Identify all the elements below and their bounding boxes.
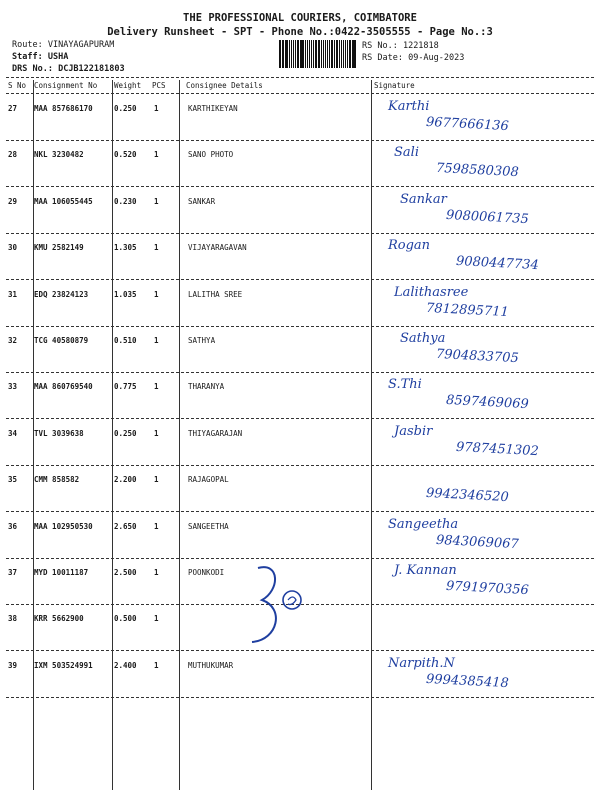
header-top-rule (6, 77, 594, 78)
pieces: 1 (154, 521, 159, 531)
serial-number: 31 (8, 289, 18, 299)
pieces: 1 (154, 196, 159, 206)
consignment-number: TVL 3039638 (34, 428, 84, 438)
col-pcs: PCS (152, 81, 166, 90)
weight: 2.500 (114, 568, 137, 577)
signature-phone: 7904833705 (435, 346, 520, 367)
drs-value: DCJB122181803 (58, 64, 125, 74)
rs-date-label: RS Date: (362, 53, 403, 63)
consignment-number: MAA 860769540 (34, 382, 93, 392)
pieces: 1 (154, 150, 159, 160)
signature-name: Karthi (388, 99, 430, 114)
signature-phone: 9677666136 (425, 114, 510, 135)
weight: 0.510 (114, 336, 137, 345)
table-row (6, 373, 594, 419)
consignee-name: KARTHIKEYAN (188, 104, 238, 113)
serial-number: 28 (8, 150, 18, 160)
weight: 0.230 (114, 196, 137, 206)
bracket-scribble (240, 560, 320, 650)
consignment-number: EDQ 23824123 (34, 289, 89, 299)
serial-number: 29 (8, 196, 18, 206)
consignee-name: THIYAGARAJAN (188, 428, 243, 438)
consignment-number: CMM 858582 (34, 475, 80, 485)
weight: 1.305 (114, 243, 137, 253)
signature-name: Sankar (400, 191, 447, 207)
table-row (6, 188, 594, 234)
weight: 1.035 (114, 289, 137, 299)
serial-number: 27 (8, 104, 18, 113)
consignee-name: MUTHUKUMAR (188, 660, 234, 670)
row-divider (6, 697, 594, 698)
weight: 2.400 (114, 660, 137, 670)
table-row (6, 95, 594, 141)
signature-name: Sangeetha (388, 516, 459, 532)
signature-phone: 9080447734 (455, 254, 540, 274)
consignment-number: TCG 40580879 (34, 336, 89, 345)
signature-phone: 9843069067 (435, 532, 520, 552)
table-row (6, 420, 594, 466)
pieces: 1 (154, 382, 159, 392)
weight: 2.200 (114, 475, 137, 485)
serial-number: 36 (8, 521, 18, 531)
rs-no-label: RS No.: (362, 41, 398, 51)
weight: 0.775 (114, 382, 137, 392)
consignee-name: SANGEETHA (188, 521, 229, 531)
route-line (12, 40, 114, 50)
serial-number: 32 (8, 336, 18, 345)
staff-label: Staff: (12, 52, 43, 62)
pieces: 1 (154, 289, 159, 299)
signature-name: Lalithasree (394, 284, 469, 300)
signature-phone: 9787451302 (455, 439, 540, 459)
col-weight: Weight (114, 81, 142, 90)
consignment-number: IXM 503524991 (34, 660, 93, 670)
col-consignment: Consignment No (34, 81, 98, 90)
signature-name: Sathya (400, 331, 446, 346)
weight: 0.250 (114, 428, 137, 438)
serial-number: 33 (8, 382, 18, 392)
signature-phone: 9942346520 (425, 486, 510, 506)
table-row (6, 141, 594, 187)
rs-no-value: 1221818 (402, 41, 439, 51)
pieces: 1 (154, 428, 159, 438)
consignee-name: THARANYA (188, 382, 225, 392)
weight: 2.650 (114, 521, 137, 531)
serial-number: 38 (8, 614, 18, 624)
rs-no-line (362, 41, 439, 51)
signature-name: Narpith.N (388, 655, 455, 671)
col-consignee: Consignee Details (186, 81, 263, 90)
staff-line (12, 52, 68, 62)
staff-value: USHA (47, 52, 69, 62)
signature-phone: 7598580308 (435, 161, 520, 181)
consignment-number: NKL 3230482 (34, 150, 84, 160)
consignment-number: MAA 102950530 (34, 521, 93, 531)
header-bottom-rule (6, 93, 594, 94)
signature-name: Rogan (388, 238, 431, 254)
signature-name: Jasbir (394, 423, 433, 439)
col-sno: S No (8, 81, 27, 90)
table-row (6, 513, 594, 559)
serial-number: 30 (8, 243, 18, 253)
signature-phone: 9080061735 (445, 207, 530, 227)
signature-name: S.Thi (388, 377, 422, 393)
table-row (6, 281, 594, 327)
consignment-number: KRR 5662900 (34, 614, 84, 624)
table-row (6, 466, 594, 512)
pieces: 1 (154, 243, 159, 253)
drs-label: DRS No.: (12, 64, 53, 74)
signature-name: J. Kannan (394, 563, 457, 578)
signature-phone: 9791970356 (445, 578, 530, 599)
table-row (6, 234, 594, 280)
pieces: 1 (154, 660, 159, 670)
consignee-name: RAJAGOPAL (188, 475, 229, 485)
consignment-number: MAA 857686170 (34, 104, 93, 113)
route-label: Route: (12, 40, 43, 50)
signature-phone: 9994385418 (425, 671, 510, 691)
weight: 0.250 (114, 104, 137, 113)
rs-date-line (362, 53, 464, 63)
company-title: THE PROFESSIONAL COURIERS, COIMBATORE (183, 12, 417, 24)
runsheet-title: Delivery Runsheet - SPT - Phone No.:0422-3505555 - Page No.:3 (107, 26, 493, 38)
consignment-number: MYD 10011187 (34, 568, 89, 577)
serial-number: 39 (8, 660, 18, 670)
serial-number: 35 (8, 475, 18, 485)
table-row (6, 327, 594, 373)
route-value: VINAYAGAPURAM (47, 40, 115, 50)
consignee-name: LALITHA SREE (188, 289, 243, 299)
pieces: 1 (154, 568, 159, 577)
pieces: 1 (154, 336, 159, 345)
signature-name: Sali (394, 145, 419, 161)
consignee-name: POONKODI (188, 568, 225, 577)
barcode (279, 40, 356, 68)
pieces: 1 (154, 475, 159, 485)
consignee-name: SATHYA (188, 336, 216, 345)
signature-phone: 7812895711 (425, 300, 510, 320)
pieces: 1 (154, 104, 159, 113)
weight: 0.520 (114, 150, 137, 160)
consignee-name: SANO PHOTO (188, 150, 234, 160)
signature-phone: 8597469069 (445, 393, 530, 413)
pieces: 1 (154, 614, 159, 624)
drs-line (12, 64, 125, 74)
table-row (6, 652, 594, 698)
weight: 0.500 (114, 614, 137, 624)
consignee-name: SANKAR (188, 196, 216, 206)
serial-number: 34 (8, 428, 18, 438)
rs-date-value: 09-Aug-2023 (408, 53, 465, 63)
serial-number: 37 (8, 568, 18, 577)
consignment-number: KMU 2582149 (34, 243, 84, 253)
consignee-name: VIJAYARAGAVAN (188, 243, 247, 253)
col-signature: Signature (374, 81, 415, 90)
consignment-number: MAA 106055445 (34, 196, 93, 206)
